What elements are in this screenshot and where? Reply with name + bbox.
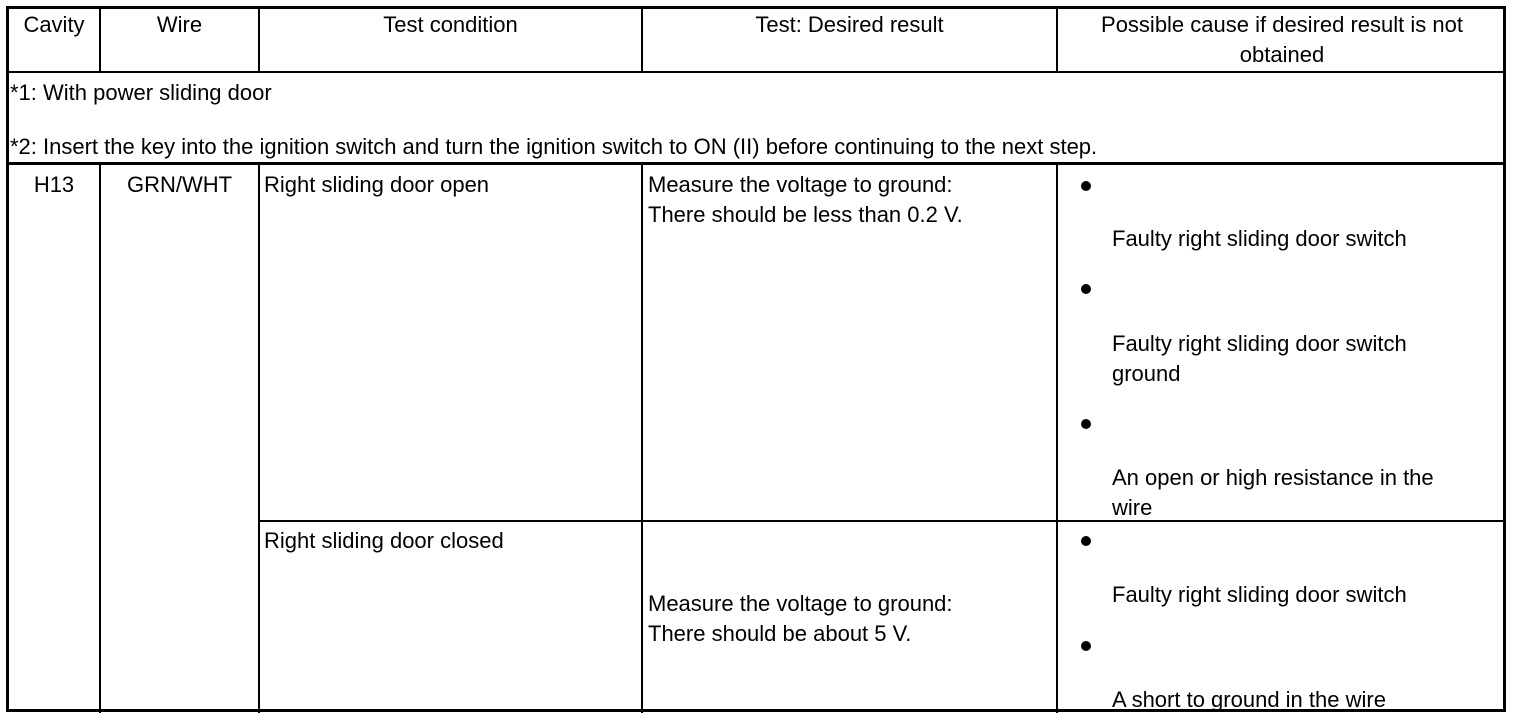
header-desired-result: Test: Desired result [755, 12, 944, 37]
cause-1-2: Faulty right sliding door switch [1112, 331, 1407, 356]
header-possible-cause: Possible cause if desired result is not [1101, 12, 1463, 37]
desired-result-closed-cont: There should be about 5 V. [648, 621, 912, 646]
desired-result-open: Measure the voltage to ground: [648, 172, 953, 197]
cause-2-2: A short to ground in the wire [1112, 687, 1386, 712]
header-test-condition: Test condition [383, 12, 518, 37]
body-col-divider-3 [641, 163, 643, 713]
header-possible-cause-cont: obtained [1239, 42, 1325, 67]
cause-1-2-cont: ground [1112, 361, 1181, 386]
cavity-value: H13 [33, 172, 75, 197]
test-row-divider [259, 520, 1506, 522]
desired-result-open-cont: There should be less than 0.2 V. [648, 202, 963, 227]
body-col-divider-1 [99, 163, 101, 713]
bullet-icon [1081, 419, 1091, 429]
note-2: *2: Insert the key into the ignition switch and turn the ignition switch to ON (II) before continuing to the next step. [10, 134, 1098, 159]
cause-1-3: An open or high resistance in the [1112, 465, 1434, 490]
body-col-divider-4 [1056, 163, 1058, 713]
test-condition-closed: Right sliding door closed [264, 528, 504, 553]
notes-divider [6, 162, 1506, 165]
cause-2-1: Faulty right sliding door switch [1112, 582, 1407, 607]
body-col-divider-2 [258, 163, 260, 713]
note-1: *1: With power sliding door [10, 80, 272, 105]
bullet-icon [1081, 641, 1091, 651]
desired-result-closed: Measure the voltage to ground: [648, 591, 953, 616]
bullet-icon [1081, 284, 1091, 294]
header-divider [6, 71, 1506, 73]
header-cavity: Cavity [23, 12, 85, 37]
wire-value: GRN/WHT [126, 172, 233, 197]
bullet-icon [1081, 536, 1091, 546]
header-wire: Wire [156, 12, 203, 37]
cause-1-1: Faulty right sliding door switch [1112, 226, 1407, 251]
cause-1-3-cont: wire [1112, 495, 1153, 520]
bullet-icon [1081, 181, 1091, 191]
test-condition-open: Right sliding door open [264, 172, 490, 197]
